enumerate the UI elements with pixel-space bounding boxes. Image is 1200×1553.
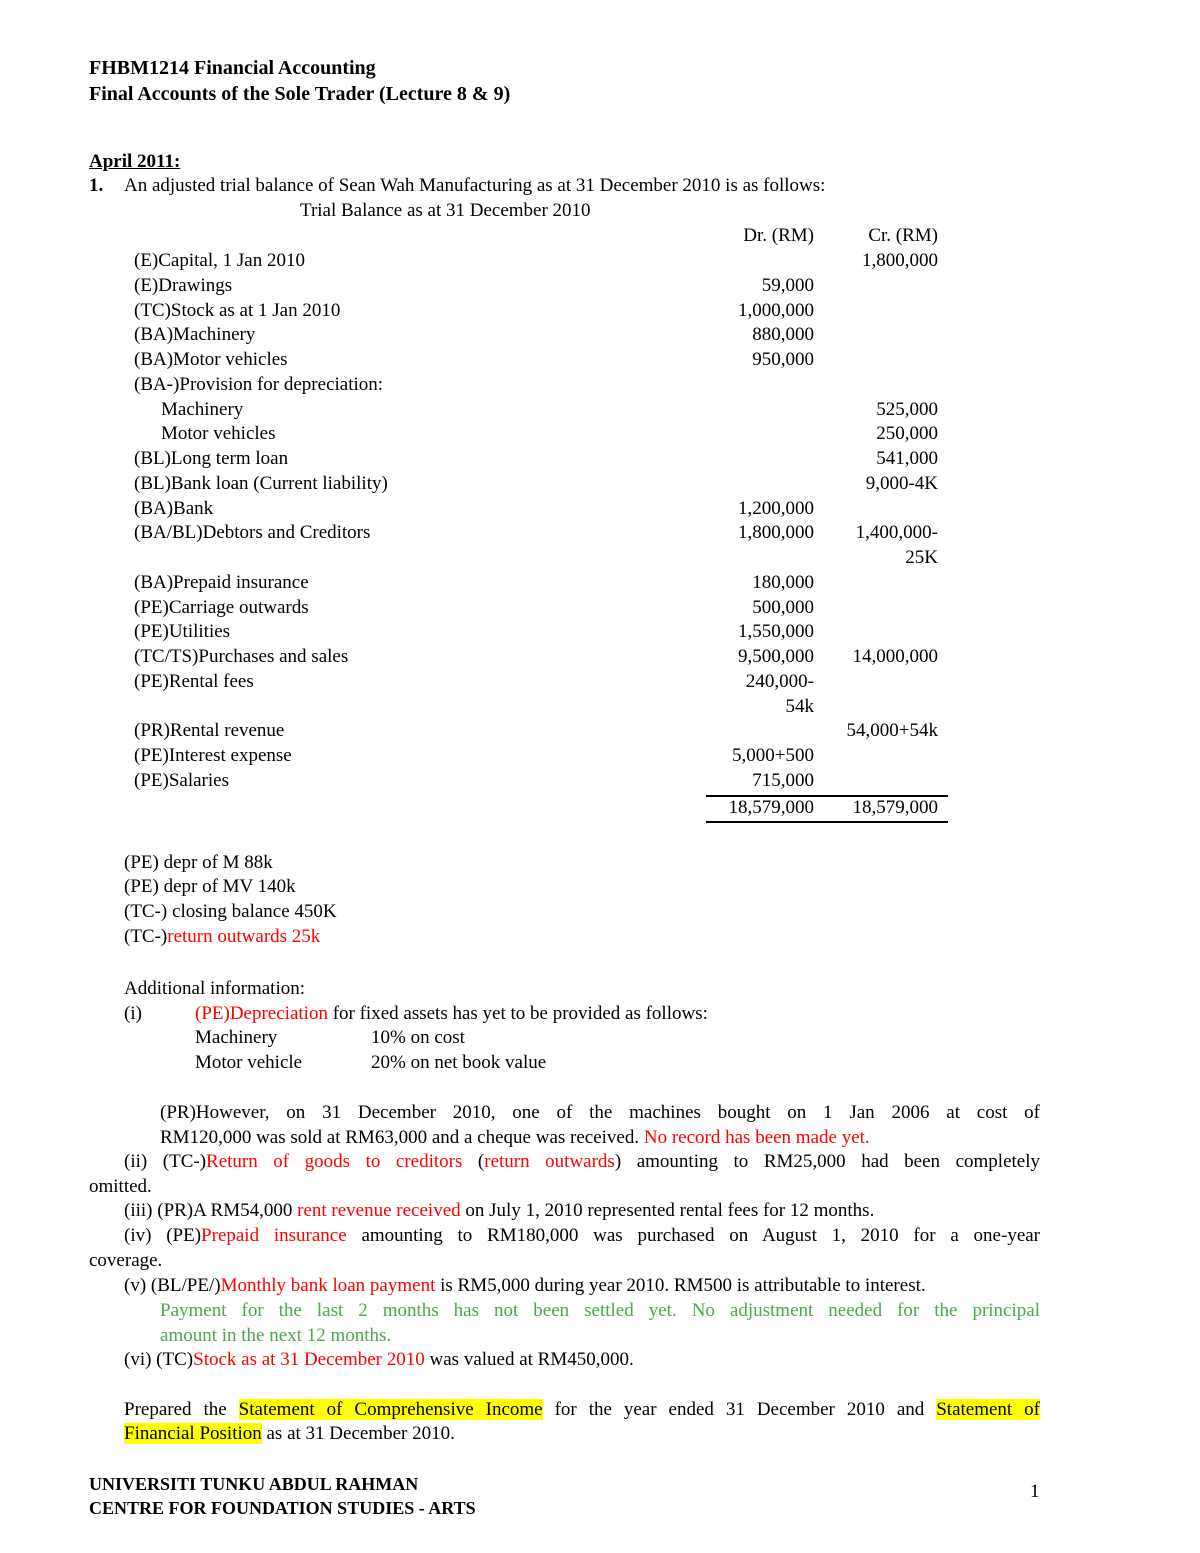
- tb-row-label: (BA)Motor vehicles: [134, 349, 288, 370]
- tb-row-label: (BA-)Provision for depreciation:: [134, 374, 384, 395]
- additional-info-heading: Additional information:: [124, 978, 306, 999]
- tb-row-label: (E)Capital, 1 Jan 2010: [134, 250, 305, 271]
- tb-row-dr: 9,500,000: [738, 646, 814, 667]
- total-dr: 18,579,000: [728, 797, 814, 818]
- however-line-1: (PR)However, on 31 December 2010, one of the machines bought on 1 Jan 2006 at cost of: [160, 1102, 1040, 1123]
- tb-row-dr: 240,000-: [745, 671, 814, 692]
- total-cr: 18,579,000: [852, 797, 938, 818]
- machinery-rate-label: Machinery: [195, 1027, 278, 1048]
- instruction-line-2: Financial Position as at 31 December 2010.: [124, 1423, 455, 1444]
- page-number: 1: [1030, 1481, 1040, 1502]
- topic-title: Final Accounts of the Sole Trader (Lecture 8 & 9): [89, 83, 511, 105]
- tb-row-dr: 180,000: [752, 572, 814, 593]
- tb-row-label: (TC)Stock as at 1 Jan 2010: [134, 300, 341, 321]
- tb-row-dr: 1,800,000: [738, 522, 814, 543]
- note-depr-machinery: (PE) depr of M 88k: [124, 852, 273, 873]
- col-header-dr: Dr. (RM): [743, 225, 814, 246]
- tb-row-dr: 500,000: [752, 597, 814, 618]
- tb-row-dr: 880,000: [752, 324, 814, 345]
- note-closing-balance: (TC-) closing balance 450K: [124, 901, 337, 922]
- tb-row-label: Machinery: [161, 399, 244, 420]
- item-ii-line-1: (ii) (TC-)Return of goods to creditors (return outwards) amounting to RM25,000 had been completely: [124, 1151, 1040, 1172]
- trial-balance-title: Trial Balance as at 31 December 2010: [300, 200, 591, 221]
- motor-vehicle-rate-value: 20% on net book value: [371, 1052, 547, 1073]
- tb-row-label: (PE)Carriage outwards: [134, 597, 309, 618]
- tb-row-label: (BA)Machinery: [134, 324, 256, 345]
- note-depr-motor-vehicle: (PE) depr of MV 140k: [124, 876, 296, 897]
- tb-row-label: (BA)Bank: [134, 498, 214, 519]
- item-v-note-line-2: amount in the next 12 months.: [160, 1325, 392, 1346]
- item-i-text: (PE)Depreciation for fixed assets has yet to be provided as follows:: [195, 1003, 708, 1024]
- item-ii-line-2: omitted.: [89, 1176, 152, 1197]
- tb-row-label: (PE)Rental fees: [134, 671, 254, 692]
- tb-row-label: (BL)Bank loan (Current liability): [134, 473, 388, 494]
- exam-session: April 2011:: [89, 151, 181, 172]
- tb-row-dr: 5,000+500: [732, 745, 814, 766]
- tb-row-cr: 25K: [905, 547, 938, 568]
- tb-row-label: (PE)Salaries: [134, 770, 229, 791]
- question-intro: An adjusted trial balance of Sean Wah Manufacturing as at 31 December 2010 is as follows:: [124, 175, 826, 196]
- tb-row-label: (BL)Long term loan: [134, 448, 289, 469]
- instruction-line-1: Prepared the Statement of Comprehensive Income for the year ended 31 December 2010 and Statement of: [124, 1399, 1040, 1420]
- tb-row-dr: 1,200,000: [738, 498, 814, 519]
- however-line-2: RM120,000 was sold at RM63,000 and a cheque was received. No record has been made yet.: [160, 1127, 870, 1148]
- tb-row-cr: 525,000: [876, 399, 938, 420]
- tb-row-label: (PR)Rental revenue: [134, 720, 285, 741]
- item-i-number: (i): [124, 1003, 142, 1024]
- tb-row-dr: 950,000: [752, 349, 814, 370]
- tb-row-cr: 54,000+54k: [846, 720, 938, 741]
- tb-row-cr: 1,400,000-: [855, 522, 938, 543]
- tb-row-label: (TC/TS)Purchases and sales: [134, 646, 349, 667]
- tb-row-dr: 1,000,000: [738, 300, 814, 321]
- total-rule-bottom: [706, 821, 948, 823]
- footer-university: UNIVERSITI TUNKU ABDUL RAHMAN: [89, 1474, 419, 1494]
- item-iii: (iii) (PR)A RM54,000 rent revenue received on July 1, 2010 represented rental fees for 12 months.: [124, 1200, 875, 1221]
- tb-row-label: (PE)Utilities: [134, 621, 231, 642]
- tb-row-label: (E)Drawings: [134, 275, 233, 296]
- item-v-note-line-1: Payment for the last 2 months has not been settled yet. No adjustment needed for the principal: [160, 1300, 1040, 1321]
- item-vi: (vi) (TC)Stock as at 31 December 2010 was valued at RM450,000.: [124, 1349, 634, 1370]
- footer-centre: CENTRE FOR FOUNDATION STUDIES - ARTS: [89, 1498, 476, 1518]
- tb-row-dr: 1,550,000: [738, 621, 814, 642]
- col-header-cr: Cr. (RM): [868, 225, 938, 246]
- tb-row-dr: 54k: [785, 696, 814, 717]
- tb-row-cr: 1,800,000: [862, 250, 938, 271]
- tb-row-cr: 14,000,000: [852, 646, 938, 667]
- question-number: 1.: [89, 175, 104, 196]
- tb-row-label: (PE)Interest expense: [134, 745, 292, 766]
- item-iv-line-1: (iv) (PE)Prepaid insurance amounting to RM180,000 was purchased on August 1, 2010 for a one-year: [124, 1225, 1041, 1246]
- tb-row-dr: 715,000: [752, 770, 814, 791]
- item-iv-line-2: coverage.: [89, 1250, 163, 1271]
- tb-row-label: Motor vehicles: [161, 423, 276, 444]
- tb-row-cr: 250,000: [876, 423, 938, 444]
- course-title: FHBM1214 Financial Accounting: [89, 57, 376, 79]
- tb-row-cr: 9,000-4K: [865, 473, 938, 494]
- tb-row-dr: 59,000: [761, 275, 814, 296]
- tb-row-label: (BA)Prepaid insurance: [134, 572, 309, 593]
- item-v-line-1: (v) (BL/PE/)Monthly bank loan payment is RM5,000 during year 2010. RM500 is attributable to interest.: [124, 1275, 926, 1296]
- tb-row-label: (BA/BL)Debtors and Creditors: [134, 522, 371, 543]
- note-return-outwards: (TC-)return outwards 25k: [124, 926, 321, 947]
- tb-row-cr: 541,000: [876, 448, 938, 469]
- motor-vehicle-rate-label: Motor vehicle: [195, 1052, 303, 1073]
- machinery-rate-value: 10% on cost: [371, 1027, 465, 1048]
